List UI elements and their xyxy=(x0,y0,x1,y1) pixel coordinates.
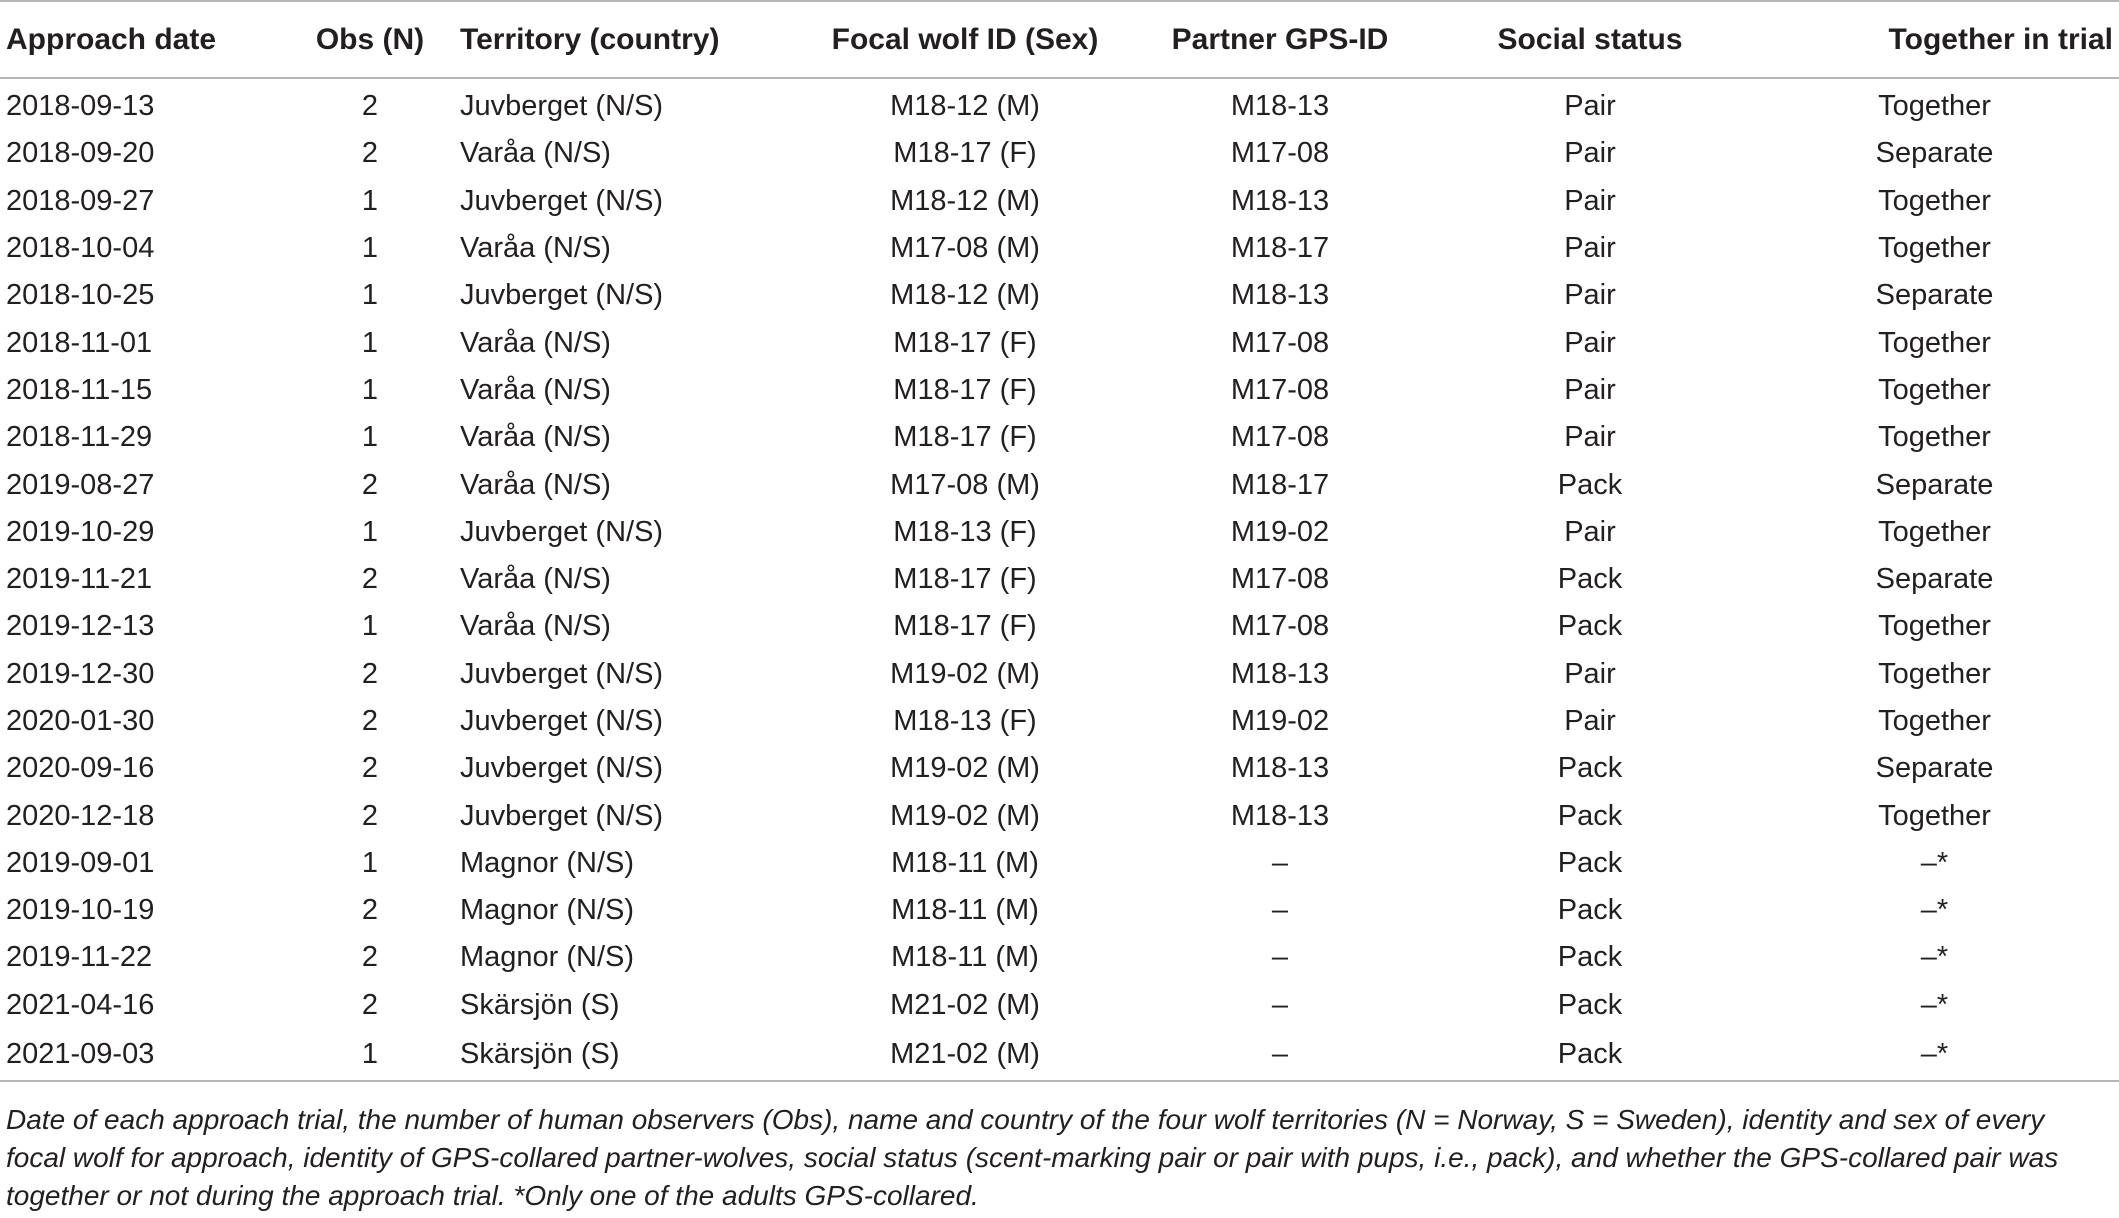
cell-focal-wolf: M21-02 (M) xyxy=(800,1029,1130,1081)
cell-together-in-trial: Separate xyxy=(1875,468,1994,501)
cell-obs: 1 xyxy=(361,232,379,265)
cell-social-status: Pair xyxy=(1564,326,1616,359)
cell-social-status: Pair xyxy=(1564,515,1616,548)
cell-partner-gps-id: M17-08 xyxy=(1230,563,1330,596)
table-row xyxy=(0,840,2119,887)
cell-together-in-trial: –* xyxy=(1920,894,1949,927)
cell-focal-wolf: M18-12 (M) xyxy=(890,90,1040,123)
cell-focal-wolf: M18-17 (F) xyxy=(893,421,1037,454)
cell-obs: 1 xyxy=(361,846,379,879)
cell-social-status: Pack xyxy=(1557,894,1623,927)
cell-social-status: Pack xyxy=(1557,941,1623,974)
header-territory: Territory (country) xyxy=(440,1,800,78)
cell-obs: 1 xyxy=(361,610,379,643)
cell-together-in-trial: –* xyxy=(1750,1029,2119,1081)
cell-focal-wolf: M18-12 (M) xyxy=(890,184,1040,217)
cell-territory: Varåa (N/S) xyxy=(460,232,611,265)
cell-partner-gps-id: M17-08 xyxy=(1230,610,1330,643)
cell-obs: 2 xyxy=(361,752,379,785)
cell-obs: 2 xyxy=(361,468,379,501)
cell-obs: 1 xyxy=(361,326,379,359)
cell-partner-gps-id: – xyxy=(1271,941,1289,974)
cell-approach-date: 2018-11-15 xyxy=(6,373,153,406)
cell-focal-wolf: M18-17 (F) xyxy=(893,610,1037,643)
cell-territory: Varåa (N/S) xyxy=(460,610,611,643)
cell-together-in-trial: Together xyxy=(1878,90,1991,123)
cell-partner-gps-id: M18-13 xyxy=(1230,184,1330,217)
cell-obs: 1 xyxy=(300,1029,440,1081)
cell-focal-wolf: M18-11 (M) xyxy=(891,846,1039,879)
cell-territory: Skärsjön (S) xyxy=(460,988,620,1021)
cell-approach-date: 2019-11-22 xyxy=(6,941,153,974)
cell-together-in-trial: –* xyxy=(1920,846,1949,879)
cell-territory: Juvberget (N/S) xyxy=(460,705,664,737)
table-row xyxy=(0,651,2119,698)
cell-obs: 2 xyxy=(361,657,379,690)
cell-social-status: Pair xyxy=(1564,137,1616,170)
cell-focal-wolf: M18-11 (M) xyxy=(891,894,1039,927)
cell-approach-date: 2018-11-29 xyxy=(6,421,153,454)
cell-obs: 2 xyxy=(361,988,379,1021)
cell-social-status: Pair xyxy=(1564,373,1616,406)
header-together-in-trial: Together in trial xyxy=(1750,1,2119,78)
cell-focal-wolf: M17-08 (M) xyxy=(890,468,1040,501)
cell-social-status: Pack xyxy=(1557,468,1623,501)
cell-social-status: Pack xyxy=(1557,563,1623,596)
header-obs: Obs (N) xyxy=(300,1,440,78)
cell-social-status: Pack xyxy=(1557,846,1623,879)
cell-approach-date: 2020-12-18 xyxy=(6,799,155,832)
cell-partner-gps-id: – xyxy=(1271,846,1289,879)
cell-territory: Juvberget (N/S) xyxy=(460,657,664,690)
cell-approach-date: 2020-09-16 xyxy=(6,752,155,785)
cell-together-in-trial: Together xyxy=(1878,657,1991,690)
cell-partner-gps-id: M19-02 xyxy=(1230,515,1330,548)
cell-focal-wolf: M18-17 (F) xyxy=(893,326,1037,359)
cell-social-status: Pack xyxy=(1557,799,1623,832)
cell-focal-wolf: M19-02 (M) xyxy=(890,799,1040,832)
cell-focal-wolf: M18-11 (M) xyxy=(891,941,1039,974)
cell-together-in-trial: –* xyxy=(1920,988,1949,1021)
cell-territory: Magnor (N/S) xyxy=(460,894,635,927)
cell-territory: Varåa (N/S) xyxy=(460,137,611,170)
table-row xyxy=(0,1029,2119,1081)
cell-social-status: Pair xyxy=(1564,279,1616,312)
table-row xyxy=(0,319,2119,366)
table-row xyxy=(0,272,2119,319)
table-caption: Date of each approach trial, the number of human observers (Obs), name and country of the four wolf territories (N = Norway, S = Sweden), identity and sex of every focal wolf for approach, identity of GPS-collared partner-wolves, social status (scent-marking pair or pair with pups, i.e., pack), and whether the GPS-collared pair was together or not during the approach trial. *Only one of the adults GPS-collared. xyxy=(6,1104,2059,1211)
cell-partner-gps-id: – xyxy=(1130,1029,1430,1081)
cell-together-in-trial: Together xyxy=(1878,373,1991,406)
cell-approach-date: 2018-11-01 xyxy=(6,326,153,359)
cell-obs: 1 xyxy=(361,184,379,217)
table-row xyxy=(0,130,2119,177)
cell-together-in-trial: Separate xyxy=(1875,752,1994,785)
cell-partner-gps-id: M19-02 xyxy=(1230,705,1330,737)
cell-territory: Juvberget (N/S) xyxy=(460,752,664,785)
cell-obs: 2 xyxy=(361,563,379,596)
cell-social-status: Pack xyxy=(1430,1029,1750,1081)
cell-approach-date: 2018-09-27 xyxy=(6,184,155,217)
cell-territory: Juvberget (N/S) xyxy=(460,799,664,832)
cell-together-in-trial: Together xyxy=(1878,232,1991,265)
cell-obs: 2 xyxy=(361,90,379,123)
cell-territory: Skärsjön (S) xyxy=(440,1029,800,1081)
cell-territory: Varåa (N/S) xyxy=(460,373,611,406)
cell-focal-wolf: M18-17 (F) xyxy=(893,373,1037,406)
cell-together-in-trial: Separate xyxy=(1875,279,1994,312)
cell-focal-wolf: M21-02 (M) xyxy=(890,988,1040,1021)
cell-approach-date: 2019-12-13 xyxy=(6,610,155,643)
table-body xyxy=(0,78,2119,1081)
cell-together-in-trial: Together xyxy=(1878,184,1991,217)
table-row xyxy=(0,745,2119,792)
table-row xyxy=(0,934,2119,981)
cell-social-status: Pair xyxy=(1564,232,1616,265)
cell-partner-gps-id: M18-13 xyxy=(1230,752,1330,785)
table-row xyxy=(0,178,2119,225)
cell-partner-gps-id: – xyxy=(1271,988,1289,1021)
cell-obs: 2 xyxy=(361,799,379,832)
cell-approach-date: 2021-04-16 xyxy=(6,988,155,1021)
cell-together-in-trial: –* xyxy=(1920,941,1949,974)
cell-social-status: Pair xyxy=(1564,421,1616,454)
header-focal-wolf: Focal wolf ID (Sex) xyxy=(800,1,1130,78)
cell-social-status: Pair xyxy=(1564,705,1616,737)
header-approach-date: Approach date xyxy=(0,1,300,78)
table-row xyxy=(0,982,2119,1029)
cell-partner-gps-id: M18-13 xyxy=(1230,799,1330,832)
cell-territory: Varåa (N/S) xyxy=(460,468,611,501)
cell-obs: 2 xyxy=(361,705,379,737)
cell-obs: 2 xyxy=(361,941,379,974)
table-row xyxy=(0,556,2119,603)
cell-together-in-trial: Together xyxy=(1878,515,1991,548)
cell-partner-gps-id: M18-13 xyxy=(1230,657,1330,690)
cell-approach-date: 2020-01-30 xyxy=(6,705,155,737)
table-header xyxy=(0,1,2119,78)
cell-focal-wolf: M18-17 (F) xyxy=(893,137,1037,170)
cell-approach-date: 2019-09-01 xyxy=(6,846,155,879)
cell-territory: Juvberget (N/S) xyxy=(460,515,664,548)
table-row xyxy=(0,698,2119,745)
cell-together-in-trial: Separate xyxy=(1875,563,1994,596)
table-row xyxy=(0,461,2119,508)
cell-focal-wolf: M18-13 (F) xyxy=(893,705,1037,737)
cell-approach-date: 2018-09-13 xyxy=(6,90,155,123)
cell-approach-date: 2018-09-20 xyxy=(6,137,155,170)
cell-social-status: Pack xyxy=(1557,752,1623,785)
cell-territory: Juvberget (N/S) xyxy=(460,279,664,312)
cell-partner-gps-id: M17-08 xyxy=(1230,326,1330,359)
cell-obs: 1 xyxy=(361,515,379,548)
cell-obs: 2 xyxy=(361,137,379,170)
cell-obs: 1 xyxy=(361,373,379,406)
cell-focal-wolf: M19-02 (M) xyxy=(890,752,1040,785)
cell-obs: 1 xyxy=(361,421,379,454)
cell-approach-date: 2018-10-25 xyxy=(6,279,155,312)
header-row xyxy=(0,1,2119,78)
cell-approach-date: 2021-09-03 xyxy=(0,1029,300,1081)
cell-territory: Varåa (N/S) xyxy=(460,326,611,359)
cell-social-status: Pack xyxy=(1557,988,1623,1021)
cell-partner-gps-id: – xyxy=(1271,894,1289,927)
cell-social-status: Pair xyxy=(1564,184,1616,217)
table-row xyxy=(0,414,2119,461)
cell-focal-wolf: M18-12 (M) xyxy=(890,279,1040,312)
cell-focal-wolf: M18-13 (F) xyxy=(893,515,1037,548)
cell-obs: 2 xyxy=(361,894,379,927)
cell-approach-date: 2019-08-27 xyxy=(6,468,155,501)
cell-partner-gps-id: M17-08 xyxy=(1230,137,1330,170)
cell-territory: Varåa (N/S) xyxy=(460,421,611,454)
cell-partner-gps-id: M18-17 xyxy=(1230,232,1330,265)
cell-focal-wolf: M19-02 (M) xyxy=(890,657,1040,690)
table-row xyxy=(0,887,2119,934)
cell-together-in-trial: Together xyxy=(1878,421,1991,454)
cell-territory: Juvberget (N/S) xyxy=(460,184,664,217)
cell-together-in-trial: Separate xyxy=(1875,137,1994,170)
cell-obs: 1 xyxy=(361,279,379,312)
table-row xyxy=(0,367,2119,414)
cell-focal-wolf: M17-08 (M) xyxy=(890,232,1040,265)
cell-focal-wolf: M18-17 (F) xyxy=(893,563,1037,596)
cell-territory: Magnor (N/S) xyxy=(460,941,635,974)
table-row xyxy=(0,603,2119,650)
table-row xyxy=(0,78,2119,130)
cell-partner-gps-id: M17-08 xyxy=(1230,373,1330,406)
cell-partner-gps-id: M18-13 xyxy=(1230,90,1330,123)
cell-together-in-trial: Together xyxy=(1878,326,1991,359)
cell-social-status: Pair xyxy=(1564,657,1616,690)
cell-together-in-trial: Together xyxy=(1878,610,1991,643)
cell-together-in-trial: Together xyxy=(1878,799,1991,832)
table-row xyxy=(0,509,2119,556)
cell-partner-gps-id: M18-17 xyxy=(1230,468,1330,501)
cell-approach-date: 2019-10-29 xyxy=(6,515,155,548)
cell-partner-gps-id: M17-08 xyxy=(1230,421,1330,454)
cell-territory: Magnor (N/S) xyxy=(460,846,635,879)
table-row xyxy=(0,225,2119,272)
cell-partner-gps-id: M18-13 xyxy=(1230,279,1330,312)
cell-approach-date: 2019-11-21 xyxy=(6,563,153,596)
cell-social-status: Pair xyxy=(1564,90,1616,123)
cell-social-status: Pack xyxy=(1557,610,1623,643)
cell-approach-date: 2018-10-04 xyxy=(6,232,155,265)
cell-territory: Juvberget (N/S) xyxy=(460,90,664,123)
cell-approach-date: 2019-10-19 xyxy=(6,894,155,927)
table-row xyxy=(0,792,2119,839)
header-partner-gps-id: Partner GPS-ID xyxy=(1130,1,1430,78)
cell-territory: Varåa (N/S) xyxy=(460,563,611,596)
cell-together-in-trial: Together xyxy=(1878,705,1991,737)
header-social-status: Social status xyxy=(1430,1,1750,78)
cell-approach-date: 2019-12-30 xyxy=(6,657,155,690)
